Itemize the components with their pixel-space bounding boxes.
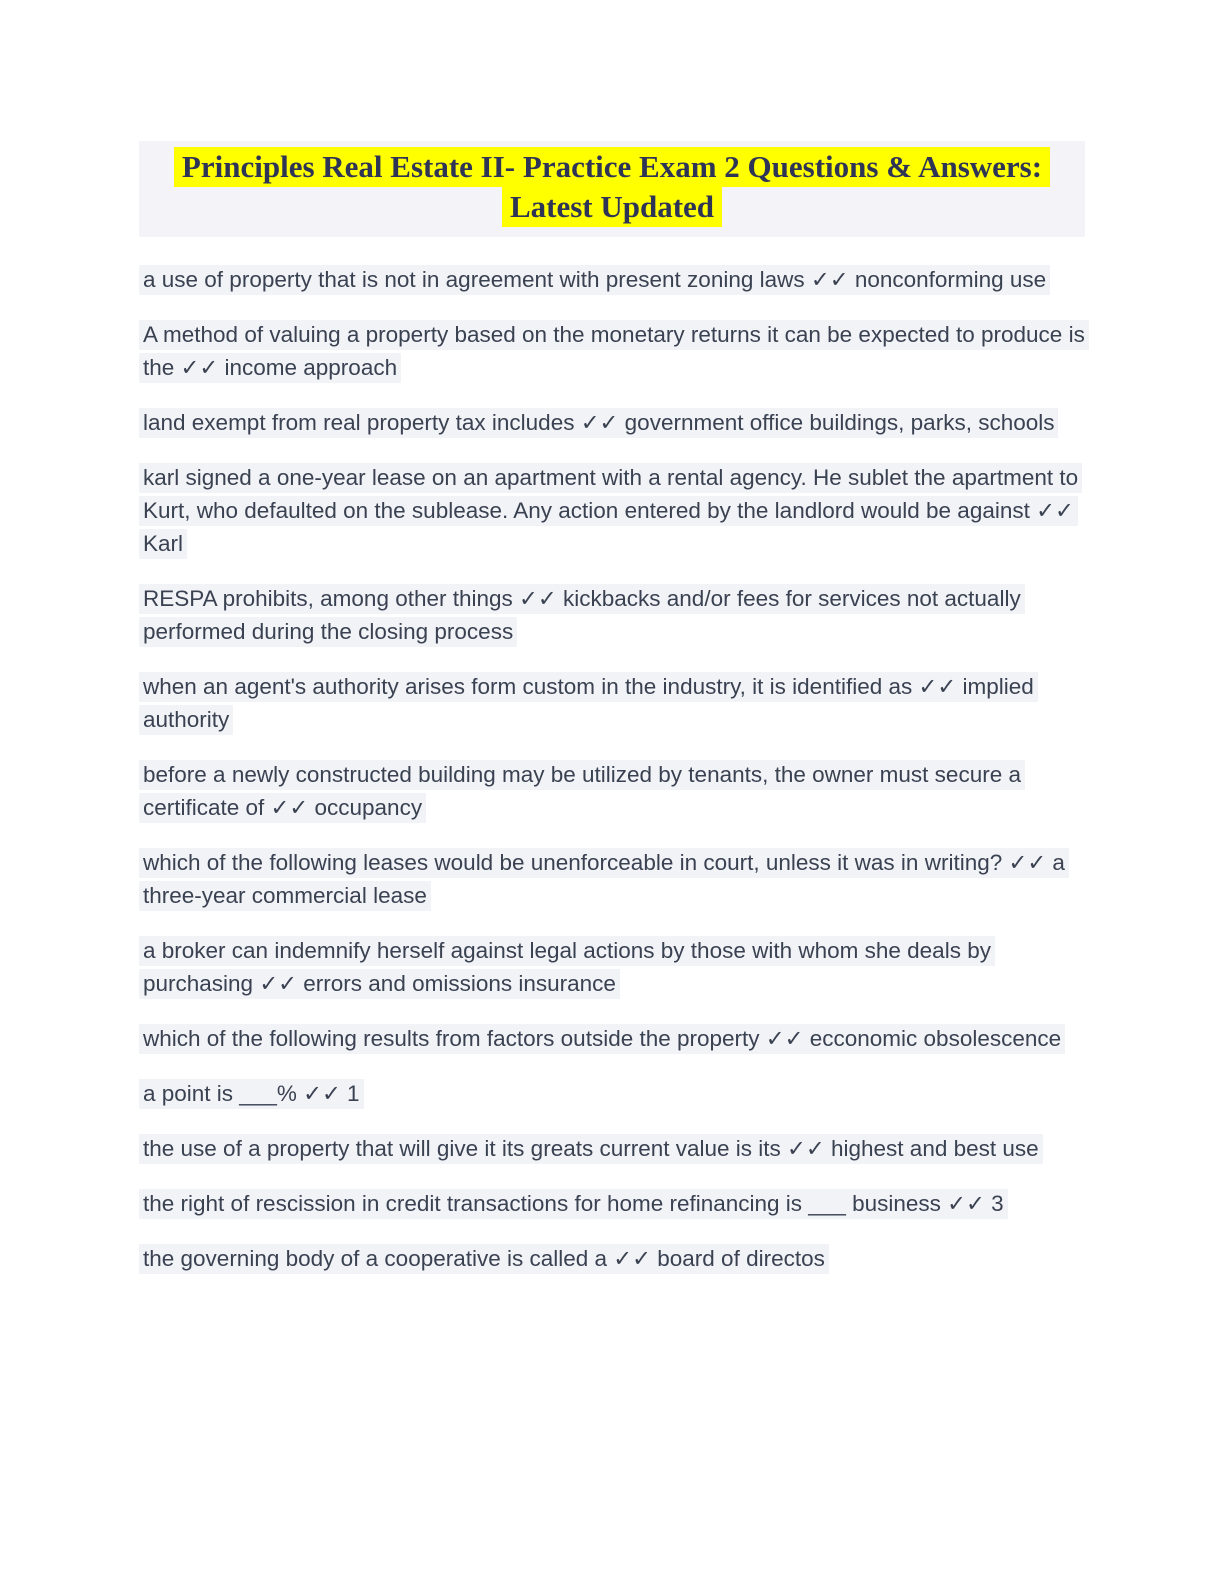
qa-paragraph — [139, 582, 1085, 648]
qa-text: the right of rescission in credit transactions for home refinancing is ___ business ✓✓ 3 — [139, 1189, 1008, 1219]
qa-text: RESPA prohibits, among other things ✓✓ kickbacks and/or fees for services not actually performed during the closing process — [139, 584, 1025, 647]
title-highlight: Latest Updated — [502, 187, 722, 227]
qa-text: A method of valuing a property based on the monetary returns it can be expected to produce is the ✓✓ income approach — [139, 320, 1089, 383]
qa-text: a point is ___% ✓✓ 1 — [139, 1079, 364, 1109]
qa-text: a use of property that is not in agreement with present zoning laws ✓✓ nonconforming use — [139, 265, 1050, 295]
qa-paragraph — [139, 934, 1085, 1000]
title-highlight: Principles Real Estate II- Practice Exam 2 Questions & Answers: — [174, 147, 1050, 187]
qa-paragraph — [139, 1077, 1085, 1110]
document-title-line-2 — [149, 187, 1075, 227]
qa-paragraph — [139, 1242, 1085, 1275]
qa-paragraph — [139, 461, 1085, 560]
qa-paragraph — [139, 1022, 1085, 1055]
qa-text: karl signed a one-year lease on an apartment with a rental agency. He sublet the apartment to Kurt, who defaulted on the sublease. Any action entered by the landlord would be against ✓✓ Karl — [139, 463, 1082, 559]
qa-text: land exempt from real property tax includes ✓✓ government office buildings, parks, schools — [139, 408, 1058, 438]
document-title-block — [139, 141, 1085, 237]
qa-text: the use of a property that will give it its greats current value is its ✓✓ highest and best use — [139, 1134, 1043, 1164]
document-title-line-1 — [149, 147, 1075, 187]
qa-text: which of the following results from factors outside the property ✓✓ ecconomic obsolescence — [139, 1024, 1065, 1054]
qa-paragraph — [139, 670, 1085, 736]
qa-text: which of the following leases would be unenforceable in court, unless it was in writing? ✓✓ a three-year commercial lease — [139, 848, 1069, 911]
qa-paragraph — [139, 318, 1085, 384]
qa-paragraph — [139, 263, 1085, 296]
qa-paragraph — [139, 846, 1085, 912]
document-content — [139, 0, 1085, 1275]
qa-text: the governing body of a cooperative is called a ✓✓ board of directos — [139, 1244, 829, 1274]
qa-text: a broker can indemnify herself against legal actions by those with whom she deals by purchasing ✓✓ errors and omissions insurance — [139, 936, 995, 999]
qa-paragraph — [139, 1187, 1085, 1220]
qa-text: before a newly constructed building may be utilized by tenants, the owner must secure a certificate of ✓✓ occupancy — [139, 760, 1025, 823]
qa-paragraph — [139, 1132, 1085, 1165]
qa-paragraph — [139, 758, 1085, 824]
qa-paragraph — [139, 406, 1085, 439]
qa-text: when an agent's authority arises form custom in the industry, it is identified as ✓✓ implied authority — [139, 672, 1038, 735]
